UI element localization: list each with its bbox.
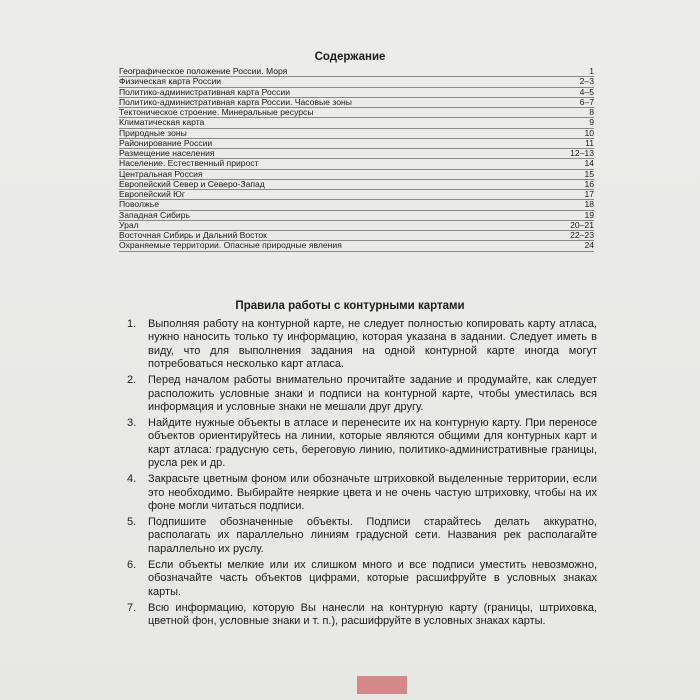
toc-item-page: 12–13 xyxy=(570,148,594,158)
rule-number: 6. xyxy=(127,558,137,571)
rule-item xyxy=(127,473,597,513)
rule-text: Найдите нужные объекты в атласе и перенесите их на контурную карту. При переносе объектов ориентируйтесь на линии, которые являются общими для контурных карт и карт атласа: градусную сеть, береговую линию, политико-административные границы, русла рек и др. xyxy=(148,417,597,470)
rule-number: 4. xyxy=(127,473,137,486)
toc-item-page: 10 xyxy=(584,127,594,138)
toc-item-title: Охраняемые территории. Опасные природные явления xyxy=(119,240,342,251)
toc-row xyxy=(119,190,594,200)
toc-item-title: Политико-административная карта России xyxy=(119,86,290,97)
toc-item-title: Климатическая карта xyxy=(119,117,205,128)
rule-item xyxy=(127,374,597,414)
rule-number: 7. xyxy=(127,601,137,614)
toc-item-page: 11 xyxy=(585,137,594,148)
toc-item-page: 17 xyxy=(584,189,594,199)
rule-item xyxy=(127,318,597,372)
rule-text: Выполняя работу на контурной карте, не следует полностью копировать карту атласа, нужно наносить только ту информацию, которая указана в задании. Следует иметь в виду, что для выполнения задания на одной контурной карте иногда могут потребоваться несколько карт атласа. xyxy=(148,318,597,371)
toc-item-page: 2–3 xyxy=(579,76,594,87)
table-of-contents xyxy=(119,67,594,252)
rule-number: 3. xyxy=(127,417,137,430)
toc-item-title: Население. Естественный прирост xyxy=(119,158,259,169)
toc-item-title: Европейский Север и Северо-Запад xyxy=(119,178,265,189)
toc-item-page: 24 xyxy=(584,240,594,251)
toc-row xyxy=(119,241,594,251)
publisher-logo xyxy=(357,676,407,694)
toc-item-title: Восточная Сибирь и Дальний Восток xyxy=(119,230,267,240)
toc-title: Содержание xyxy=(314,51,386,63)
toc-item-title: Размещение населения xyxy=(119,148,215,158)
toc-row xyxy=(119,211,594,221)
rule-text: Подпишите обозначенные объекты. Подписи старайтесь делать аккуратно, располагать их параллельно линиям градусной сети. Названия рек располагайте параллельно их руслу. xyxy=(148,516,597,555)
rule-item xyxy=(127,602,597,629)
rule-item xyxy=(127,559,597,599)
toc-item-page: 9 xyxy=(589,117,594,128)
rule-text: Если объекты мелкие или их слишком много и все подписи уместить невозможно, обозначайте часть объектов цифрами, которые расшифруйте в условных знаках карты. xyxy=(148,558,597,598)
toc-item-page: 16 xyxy=(584,178,594,189)
toc-item-page: 4–5 xyxy=(579,86,594,97)
rule-text: Всю информацию, которую Вы нанесли на контурную карту (границы, штриховка, цветной фон, условные знаки и т. п.), расшифруйте в условных знаках карты. xyxy=(148,601,597,628)
toc-item-title: Политико-административная карта России. Часовые зоны xyxy=(119,96,352,107)
rule-number: 1. xyxy=(127,318,137,330)
toc-item-title: Тектоническое строение. Минеральные ресурсы xyxy=(119,107,314,117)
toc-item-title: Географическое положение России. Моря xyxy=(119,66,288,76)
toc-item-title: Западная Сибирь xyxy=(119,209,190,220)
toc-item-page: 8 xyxy=(589,107,594,117)
toc-item-page: 18 xyxy=(584,199,594,210)
toc-item-page: 14 xyxy=(584,158,594,169)
rule-item xyxy=(127,417,597,471)
toc-item-title: Поволжье xyxy=(119,199,160,210)
toc-item-title: Природные зоны xyxy=(119,127,187,138)
rule-item xyxy=(127,516,597,556)
rules-title: Правила работы с контурными картами xyxy=(235,300,465,312)
toc-item-title: Центральная Россия xyxy=(119,168,203,179)
toc-item-page: 6–7 xyxy=(579,96,594,107)
rules-list xyxy=(127,318,597,631)
toc-item-title: Физическая карта России xyxy=(119,76,222,87)
rule-text: Перед началом работы внимательно прочитайте задание и продумайте, как следует расположить условные знаки и подписи на контурной карте, чтобы уместилась вся информация и условные знаки не мешали друг другу. xyxy=(148,374,597,414)
toc-item-page: 20–21 xyxy=(570,219,594,230)
toc-row xyxy=(119,180,594,190)
toc-item-title: Европейский Юг xyxy=(119,189,185,199)
toc-item-page: 19 xyxy=(584,209,594,220)
rule-number: 2. xyxy=(127,374,137,387)
toc-row xyxy=(119,200,594,210)
rule-text: Закрасьте цветным фоном или обозначьте штриховкой выделенные территории, если это необходимо. Выбирайте неяркие цвета и не очень частую штриховку, чтобы на их фоне могли читаться подписи. xyxy=(148,473,597,513)
toc-item-page: 22–23 xyxy=(570,230,594,240)
rule-number: 5. xyxy=(127,516,137,529)
toc-item-title: Урал xyxy=(119,219,139,230)
toc-row xyxy=(119,118,594,128)
toc-item-title: Районирование России xyxy=(119,137,213,148)
toc-item-page: 1 xyxy=(589,66,594,76)
toc-item-page: 15 xyxy=(584,168,594,179)
